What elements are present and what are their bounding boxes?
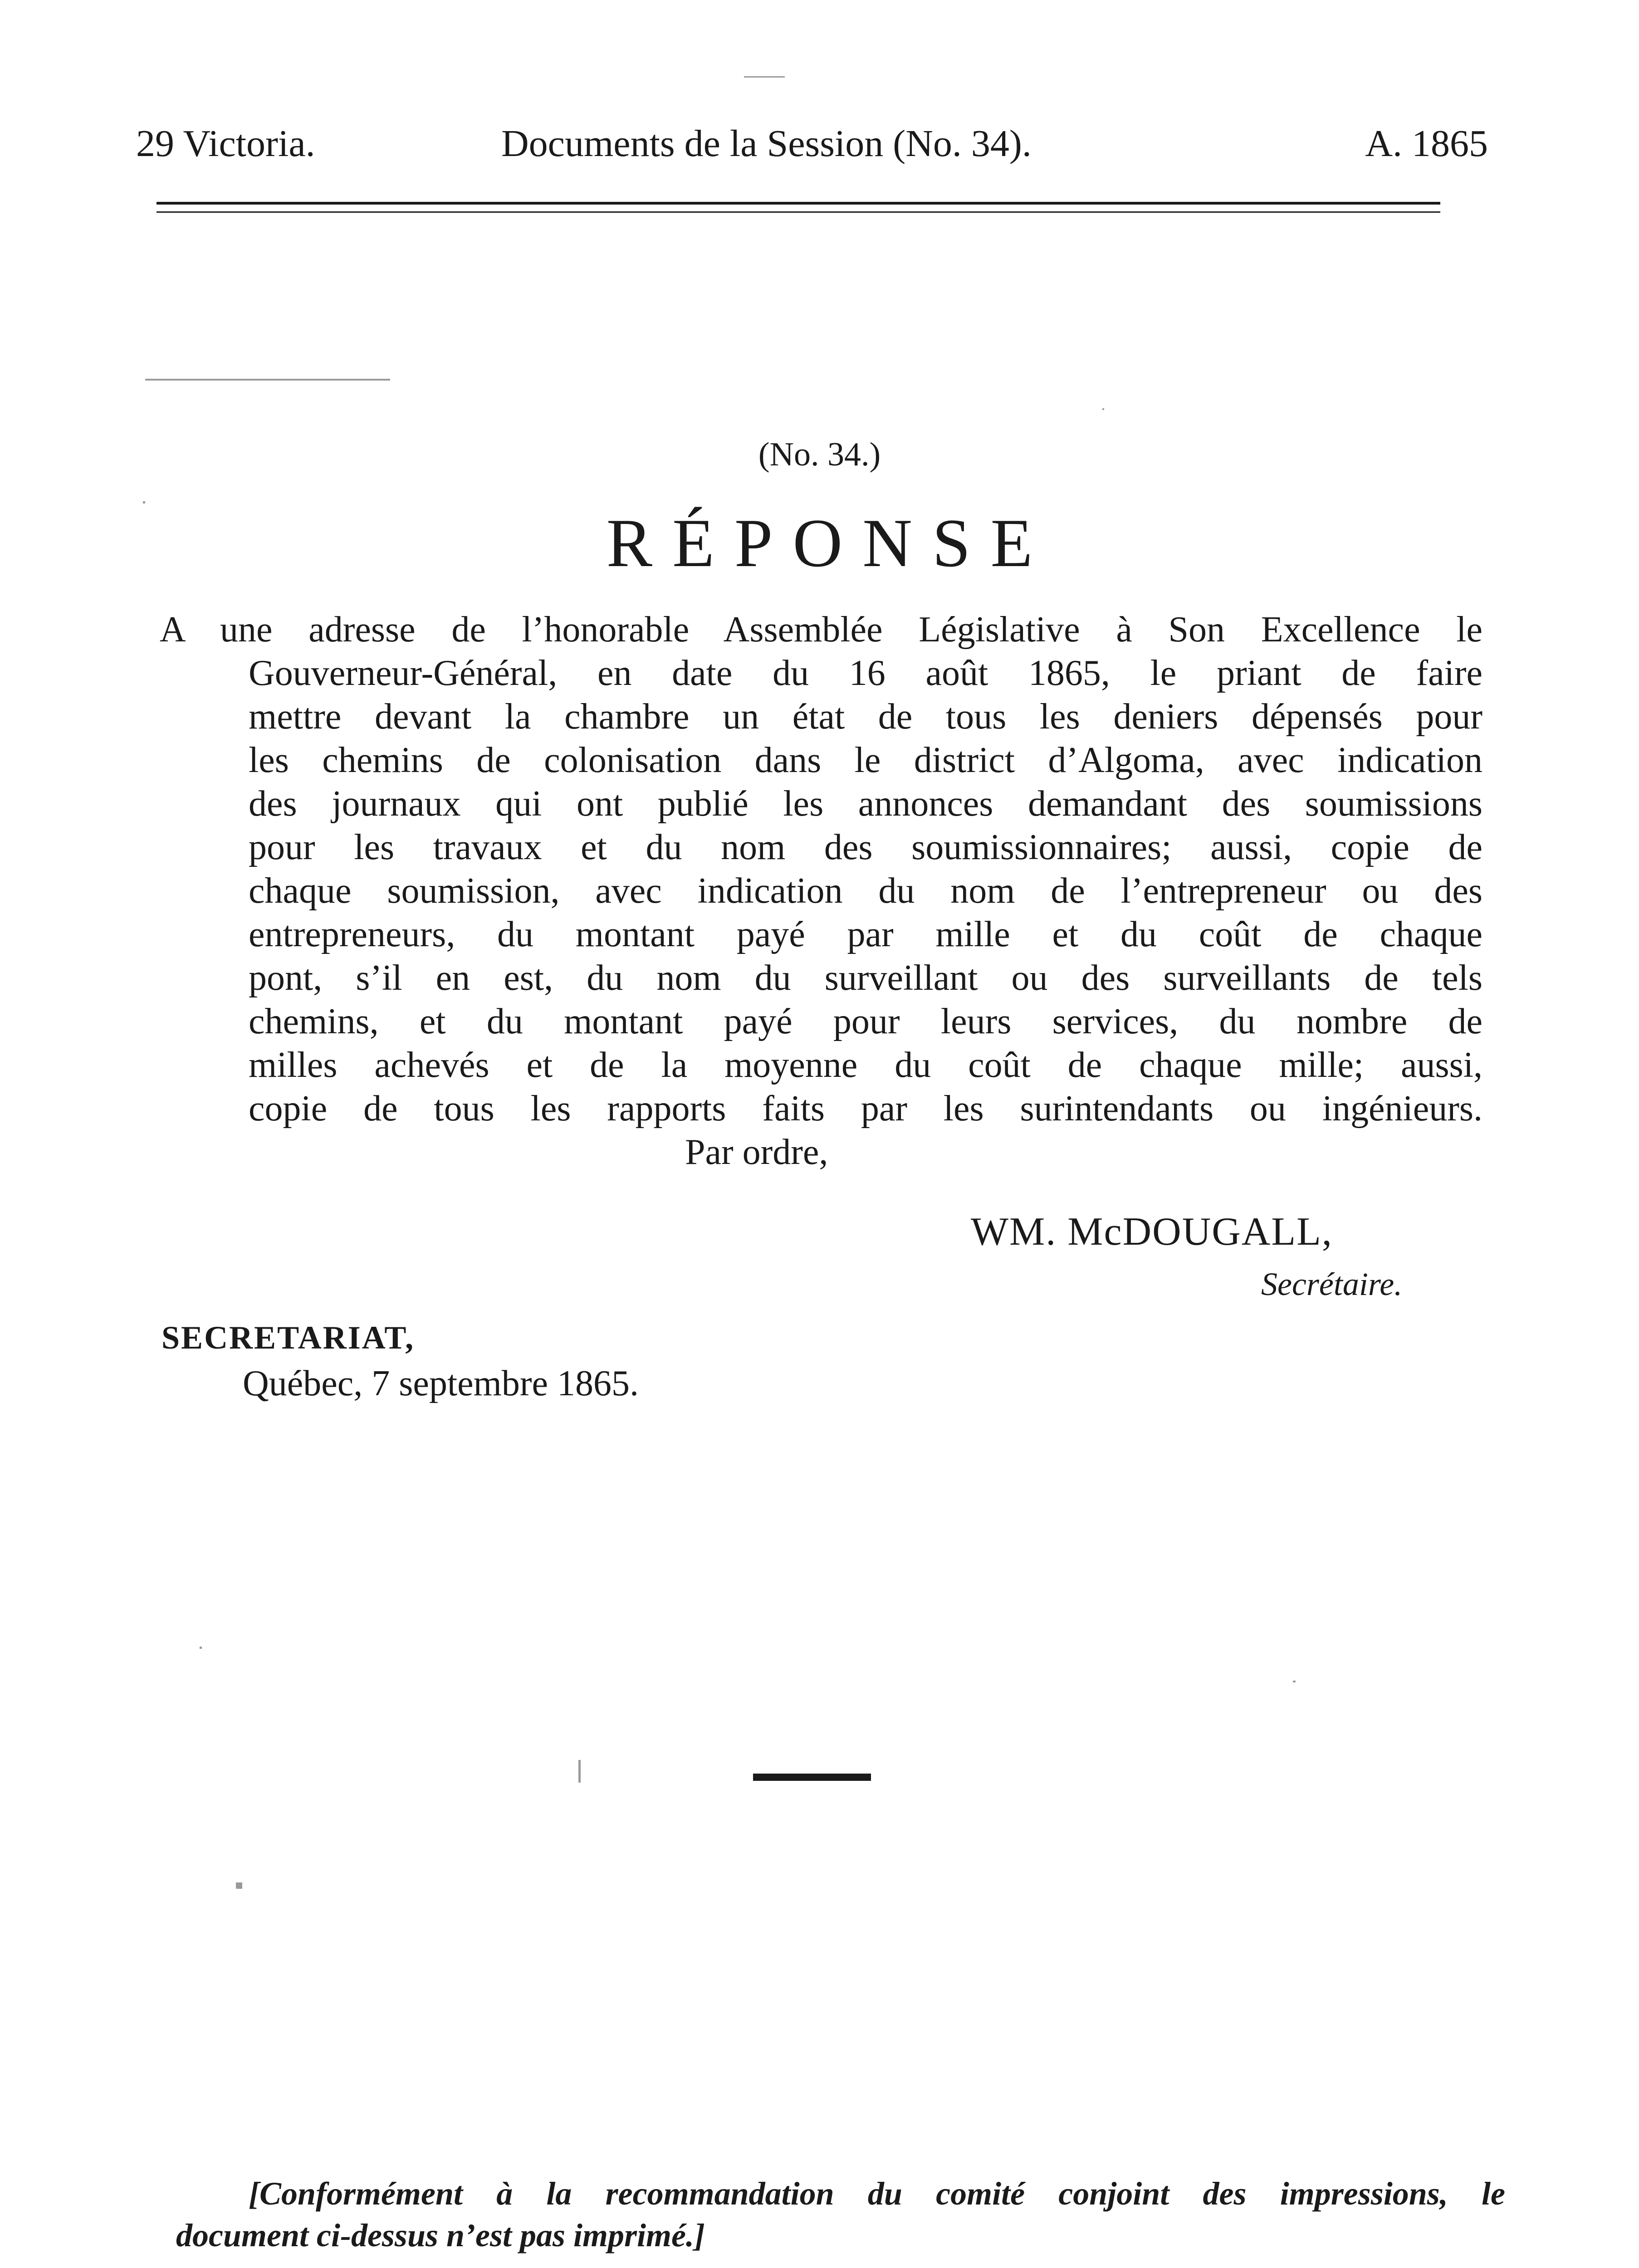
- scan-speck: [200, 1647, 202, 1649]
- signatory-title: Secrétaire.: [1261, 1266, 1403, 1302]
- body-line: copie de tous les rapports faits par les surintendants ou ingénieurs.: [249, 1089, 1482, 1129]
- footnote-line: [Conformément à la recommandation du comité conjoint des impressions, le: [249, 2175, 1505, 2212]
- running-header: [136, 122, 1488, 176]
- document-title: RÉPONSE: [606, 505, 1053, 581]
- body-line: chemins, et du montant payé pour leurs services, du nombre de: [249, 1002, 1482, 1041]
- body-line: milles achevés et de la moyenne du coût de chaque mille; aussi,: [249, 1045, 1482, 1085]
- scan-speck: [744, 76, 785, 78]
- header-rule-thin: [157, 211, 1440, 213]
- scan-speck: [1102, 408, 1104, 410]
- header-session-documents: Documents de la Session (No. 34).: [501, 122, 1032, 165]
- body-line: A une adresse de l’honorable Assemblée Législative à Son Excellence le: [160, 610, 1482, 650]
- signatory-name: WM. McDOUGALL,: [971, 1210, 1333, 1254]
- header-rule-thick: [157, 202, 1440, 205]
- scan-speck: [236, 1882, 242, 1889]
- scan-speck: [578, 1760, 581, 1783]
- place-and-date: Québec, 7 septembre 1865.: [243, 1364, 639, 1403]
- body-line: des journaux qui ont publié les annonces demandant des soumissions: [249, 784, 1482, 824]
- closing-phrase: Par ordre,: [685, 1132, 828, 1172]
- body-line: les chemins de colonisation dans le district d’Algoma, avec indication: [249, 740, 1482, 780]
- document-number: (No. 34.): [758, 436, 881, 473]
- section-divider: [753, 1774, 871, 1781]
- body-line: chaque soumission, avec indication du nom de l’entrepreneur ou des: [249, 871, 1482, 911]
- body-line: mettre devant la chambre un état de tous les deniers dépensés pour: [249, 697, 1482, 737]
- body-line: pont, s’il en est, du nom du surveillant ou des surveillants de tels: [249, 958, 1482, 998]
- header-year: A. 1865: [1365, 122, 1488, 165]
- scan-speck: [143, 501, 145, 503]
- scan-speck: [145, 379, 390, 381]
- body-line: pour les travaux et du nom des soumissionnaires; aussi, copie de: [249, 827, 1482, 867]
- office-name: SECRETARIAT,: [161, 1320, 415, 1356]
- body-line: Gouverneur-Général, en date du 16 août 1865, le priant de faire: [249, 653, 1482, 693]
- scan-speck: [1293, 1681, 1296, 1682]
- header-regnal-year: 29 Victoria.: [136, 122, 315, 165]
- body-line: entrepreneurs, du montant payé par mille et du coût de chaque: [249, 914, 1482, 954]
- footnote-line: document ci-dessus n’est pas imprimé.]: [176, 2217, 705, 2253]
